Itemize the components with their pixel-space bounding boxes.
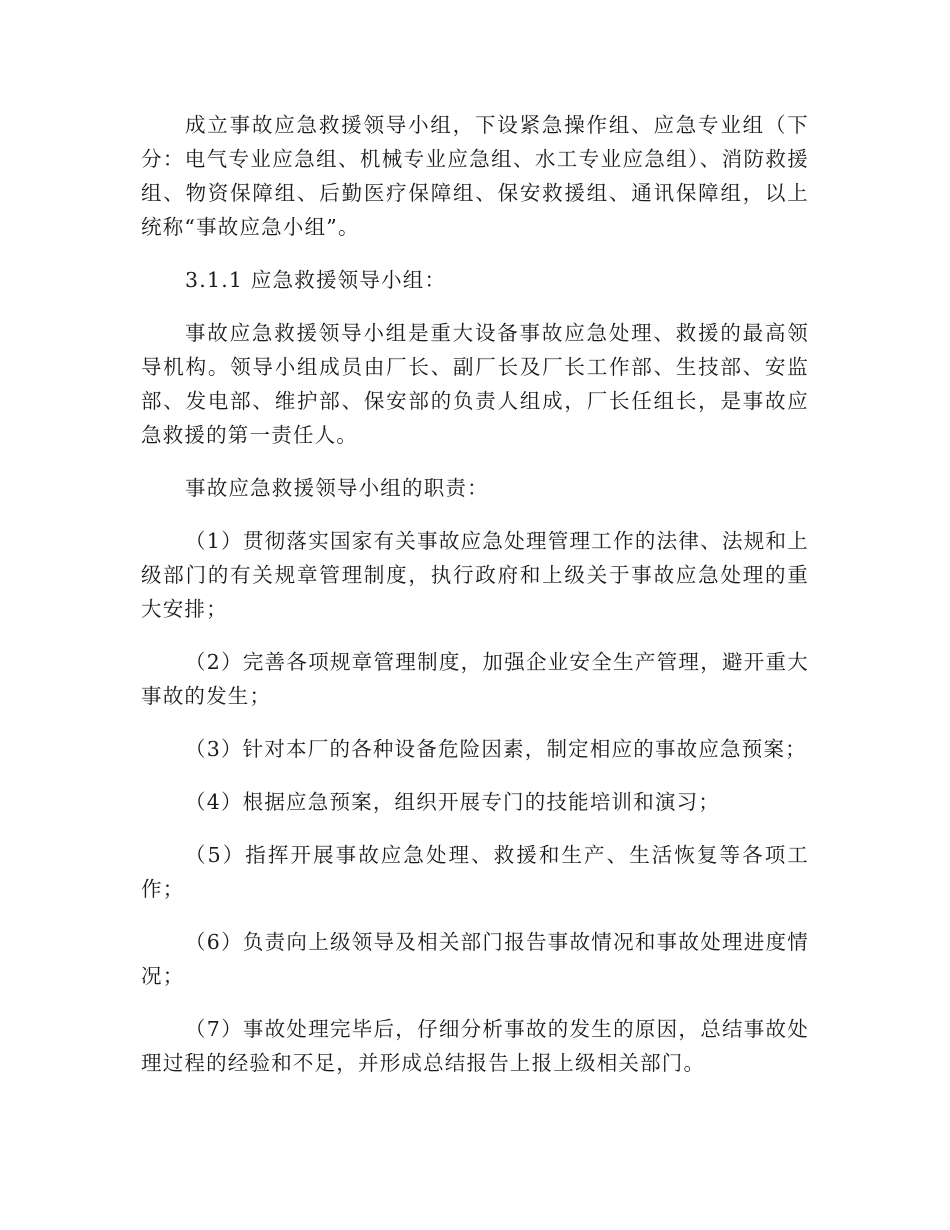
intro-paragraph: 成立事故应急救援领导小组，下设紧急操作组、应急专业组（下分：电气专业应急组、机械专业应急组、水工专业应急组）、消防救援组、物资保障组、后勤医疗保障组、保安救援组、通讯保障组，以上统称“事故应急小组”。 (141, 113, 809, 239)
duty-item-1: （1）贯彻落实国家有关事故应急处理管理工作的法律、法规和上级部门的有关规章管理制度，执行政府和上级关于事故应急处理的重大安排； (141, 529, 809, 621)
duty-item-5: （5）指挥开展事故应急处理、救援和生产、生活恢复等各项工作； (141, 843, 809, 901)
paragraph-gap (141, 626, 809, 645)
duty-item-7: （7）事故处理完毕后，仔细分析事故的发生的原因，总结事故处理过程的经验和不足，并形成总结报告上报上级相关部门。 (141, 1017, 809, 1075)
paragraph-gap (141, 244, 809, 263)
duty-item-4: （4）根据应急预案，组织开展专门的技能培训和演习； (185, 790, 721, 814)
paragraph-gap (141, 906, 809, 925)
document-page (141, 108, 809, 1080)
duty-item-6: （6）负责向上级领导及相关部门报告事故情况和事故处理进度情况； (141, 930, 809, 988)
duty-item-3: （3）针对本厂的各种设备危险因素，制定相应的事故应急预案； (185, 737, 807, 761)
duties-heading: 事故应急救援领导小组的职责： (185, 476, 489, 500)
paragraph-gap (141, 505, 809, 524)
paragraph-gap (141, 297, 809, 316)
paragraph-gap (141, 766, 809, 785)
paragraph-gap (141, 993, 809, 1012)
duty-item-2: （2）完善各项规章管理制度，加强企业安全生产管理，避开重大事故的发生； (141, 650, 809, 708)
paragraph-gap (141, 713, 809, 732)
paragraph-gap (141, 452, 809, 471)
leadership-description-paragraph: 事故应急救援领导小组是重大设备事故应急处理、救援的最高领导机构。领导小组成员由厂长、副厂长及厂长工作部、生技部、安监部、发电部、维护部、保安部的负责人组成，厂长任组长，是事故应急救援的第一责任人。 (141, 321, 809, 447)
paragraph-gap (141, 819, 809, 838)
section-heading: 3.1.1 应急救援领导小组： (185, 268, 447, 292)
